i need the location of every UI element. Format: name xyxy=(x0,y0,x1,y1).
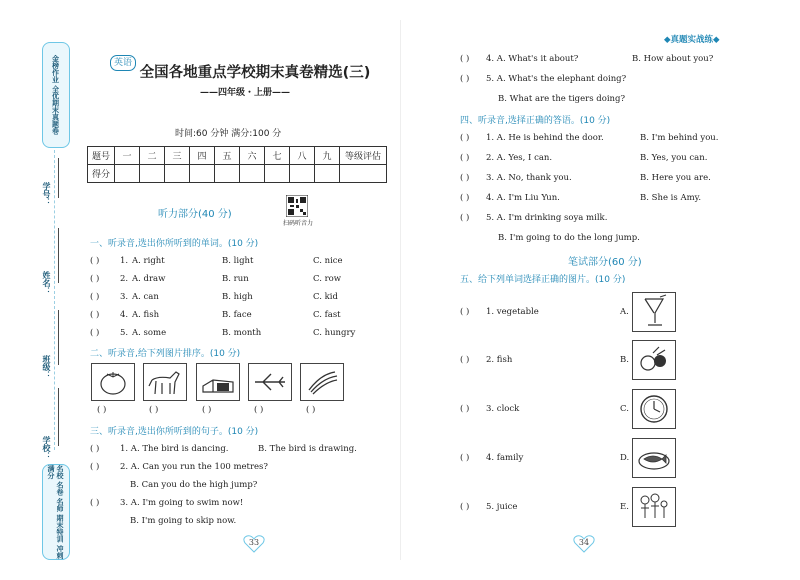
option-a: A. fish xyxy=(132,310,160,320)
sentence-option: B. What are the tigers doing? xyxy=(498,94,626,104)
picture-box xyxy=(248,363,292,401)
option-b: B. light xyxy=(222,256,254,266)
option-b: B. high xyxy=(222,292,253,302)
sentence-option: 2. A. Can you run the 100 metres? xyxy=(120,462,268,472)
header-tag: ◆真题实战练◆ xyxy=(664,35,720,45)
answer-option: B. I'm behind you. xyxy=(640,133,719,143)
option-c: C. row xyxy=(313,274,342,284)
page-number-right: 34 xyxy=(578,538,590,547)
option-c: C. fast xyxy=(313,310,341,320)
score-table-header-row xyxy=(88,147,387,165)
picture-box xyxy=(632,487,676,527)
tomato-icon xyxy=(92,364,134,400)
answer-option: 2. A. Yes, I can. xyxy=(486,153,553,163)
qr-code-icon[interactable] xyxy=(286,195,308,217)
section2-title: 二、听录音,给下列图片排序。(10 分) xyxy=(90,349,241,359)
sentence-option: B. Can you do the high jump? xyxy=(130,480,258,490)
sidebar-bottom-box: 名校 名卷 名师 期末特训 冲刺满分 xyxy=(42,464,70,560)
picture-order-blank[interactable]: ( ) xyxy=(306,405,316,415)
page-subtitle: ——四年级・上册—— xyxy=(200,88,291,98)
answer-blank[interactable]: ( ) xyxy=(90,462,100,472)
sentence-option: 4. A. What's it about? xyxy=(486,54,579,64)
picture-box xyxy=(300,363,344,401)
bread-icon xyxy=(197,364,239,400)
answer-blank[interactable]: ( ) xyxy=(460,213,470,223)
answer-blank[interactable]: ( ) xyxy=(460,193,470,203)
question-number: 2. xyxy=(120,274,129,284)
score-input-cell[interactable] xyxy=(265,165,290,183)
score-cell: 得分 xyxy=(88,165,115,183)
answer-option: 1. A. He is behind the door. xyxy=(486,133,604,143)
sidebar-label-class: 班级： xyxy=(42,355,52,379)
picture-letter: D. xyxy=(620,453,630,463)
score-cell: 七 xyxy=(265,147,290,165)
sidebar-dashed-line xyxy=(54,150,56,450)
answer-option: B. Yes, you can. xyxy=(640,153,708,163)
vocab-word: 5. juice xyxy=(486,502,518,512)
score-cell: 题号 xyxy=(88,147,115,165)
vocab-word: 3. clock xyxy=(486,404,520,414)
corn-icon xyxy=(301,364,343,400)
answer-option: B. I'm going to do the long jump. xyxy=(498,233,640,243)
answer-blank[interactable]: ( ) xyxy=(460,453,470,463)
sentence-option: 3. A. I'm going to swim now! xyxy=(120,498,244,508)
answer-blank[interactable]: ( ) xyxy=(460,153,470,163)
sentence-option: B. The bird is drawing. xyxy=(258,444,357,454)
answer-blank[interactable]: ( ) xyxy=(90,498,100,508)
binding-sidebar xyxy=(38,28,68,559)
option-a: A. right xyxy=(132,256,165,266)
score-input-cell[interactable] xyxy=(165,165,190,183)
question-number: 5. xyxy=(120,328,129,338)
score-input-cell[interactable] xyxy=(190,165,215,183)
written-part-heading: 笔试部分(60 分) xyxy=(568,257,642,268)
answer-blank[interactable]: ( ) xyxy=(90,310,100,320)
section4-title: 四、听录音,选择正确的答语。(10 分) xyxy=(460,116,611,126)
option-b: B. face xyxy=(222,310,252,320)
answer-option: 5. A. I'm drinking soya milk. xyxy=(486,213,608,223)
page-title: 全国各地重点学校期末真卷精选(三) xyxy=(139,65,371,81)
picture-box xyxy=(632,389,676,429)
vocab-word: 4. family xyxy=(486,453,524,463)
score-input-cell[interactable] xyxy=(290,165,315,183)
qr-caption: 扫码听音力 xyxy=(283,220,314,227)
vocab-word: 2. fish xyxy=(486,355,513,365)
score-table xyxy=(87,146,387,183)
answer-blank[interactable]: ( ) xyxy=(90,444,100,454)
answer-blank[interactable]: ( ) xyxy=(460,54,470,64)
picture-order-blank[interactable]: ( ) xyxy=(149,405,159,415)
question-number: 3. xyxy=(120,292,129,302)
answer-blank[interactable]: ( ) xyxy=(90,328,100,338)
answer-blank[interactable]: ( ) xyxy=(460,307,470,317)
option-b: B. run xyxy=(222,274,249,284)
sidebar-underline xyxy=(58,158,59,198)
sentence-option: 5. A. What's the elephant doing? xyxy=(486,74,627,84)
vocab-word: 1. vegetable xyxy=(486,307,539,317)
sidebar-top-box: 金榜作业 全优期末真题卷 xyxy=(42,42,70,148)
exam-meta: 时间:60 分钟 满分:100 分 xyxy=(175,129,282,139)
picture-box xyxy=(196,363,240,401)
section5-title: 五、给下列单词选择正确的图片。(10 分) xyxy=(460,275,626,285)
option-a: A. some xyxy=(132,328,167,338)
answer-option: 3. A. No, thank you. xyxy=(486,173,572,183)
answer-blank[interactable]: ( ) xyxy=(460,355,470,365)
question-number: 1. xyxy=(120,256,129,266)
score-input-cell[interactable] xyxy=(215,165,240,183)
answer-option: B. Here you are. xyxy=(640,173,711,183)
score-cell: 三 xyxy=(165,147,190,165)
score-input-cell[interactable] xyxy=(340,165,387,183)
section1-title: 一、听录音,选出你所听到的单词。(10 分) xyxy=(90,239,259,249)
picture-letter: C. xyxy=(620,404,629,414)
score-cell: 九 xyxy=(315,147,340,165)
option-a: A. draw xyxy=(132,274,166,284)
picture-order-blank[interactable]: ( ) xyxy=(254,405,264,415)
family-icon xyxy=(633,488,675,526)
fish-plate-icon xyxy=(633,439,675,477)
score-cell: 等级评估 xyxy=(340,147,387,165)
sidebar-underline xyxy=(58,228,59,283)
score-cell: 一 xyxy=(115,147,140,165)
picture-letter: A. xyxy=(620,307,629,317)
picture-box xyxy=(143,363,187,401)
answer-blank[interactable]: ( ) xyxy=(90,292,100,302)
picture-box xyxy=(632,340,676,380)
answer-blank[interactable]: ( ) xyxy=(460,133,470,143)
page-number-left: 33 xyxy=(248,538,260,547)
picture-box xyxy=(632,292,676,332)
answer-option: 4. A. I'm Liu Yun. xyxy=(486,193,560,203)
option-a: A. can xyxy=(132,292,159,302)
section3-title: 三、听录音,选出你所听到的句子。(10 分) xyxy=(90,427,259,437)
picture-box xyxy=(632,438,676,478)
score-input-cell[interactable] xyxy=(140,165,165,183)
score-input-cell[interactable] xyxy=(115,165,140,183)
score-cell: 四 xyxy=(190,147,215,165)
sentence-option: B. I'm going to skip now. xyxy=(130,516,237,526)
option-c: C. nice xyxy=(313,256,343,266)
sidebar-label-student-id: 学号： xyxy=(42,182,52,206)
answer-blank[interactable]: ( ) xyxy=(90,256,100,266)
score-cell: 五 xyxy=(215,147,240,165)
option-b: B. month xyxy=(222,328,262,338)
score-cell: 二 xyxy=(140,147,165,165)
sidebar-underline xyxy=(58,388,59,446)
listening-part-heading: 听力部分(40 分) xyxy=(158,209,232,220)
question-number: 4. xyxy=(120,310,129,320)
picture-letter: E. xyxy=(620,502,629,512)
answer-blank[interactable]: ( ) xyxy=(460,74,470,84)
answer-blank[interactable]: ( ) xyxy=(460,502,470,512)
answer-option: B. She is Amy. xyxy=(640,193,702,203)
juice-glass-icon xyxy=(633,293,675,331)
clock-icon xyxy=(633,390,675,428)
score-table-score-row xyxy=(88,165,387,183)
picture-order-blank[interactable]: ( ) xyxy=(202,405,212,415)
plane-icon xyxy=(249,364,291,400)
picture-order-blank[interactable]: ( ) xyxy=(97,405,107,415)
answer-blank[interactable]: ( ) xyxy=(460,404,470,414)
sidebar-label-school: 学校： xyxy=(42,436,52,460)
answer-blank[interactable]: ( ) xyxy=(90,274,100,284)
picture-letter: B. xyxy=(620,355,629,365)
sentence-option: 1. A. The bird is dancing. xyxy=(120,444,229,454)
sidebar-underline xyxy=(58,310,59,365)
sidebar-label-name: 姓名： xyxy=(42,271,52,295)
option-c: C. hungry xyxy=(313,328,356,338)
score-input-cell[interactable] xyxy=(240,165,265,183)
sentence-option: B. How about you? xyxy=(632,54,714,64)
vegetables-icon xyxy=(633,341,675,379)
answer-blank[interactable]: ( ) xyxy=(460,173,470,183)
page-fold xyxy=(400,20,401,560)
horse-icon xyxy=(144,364,186,400)
option-c: C. kid xyxy=(313,292,338,302)
subject-label: 英语 xyxy=(113,58,132,68)
score-input-cell[interactable] xyxy=(315,165,340,183)
score-cell: 八 xyxy=(290,147,315,165)
picture-box xyxy=(91,363,135,401)
score-cell: 六 xyxy=(240,147,265,165)
